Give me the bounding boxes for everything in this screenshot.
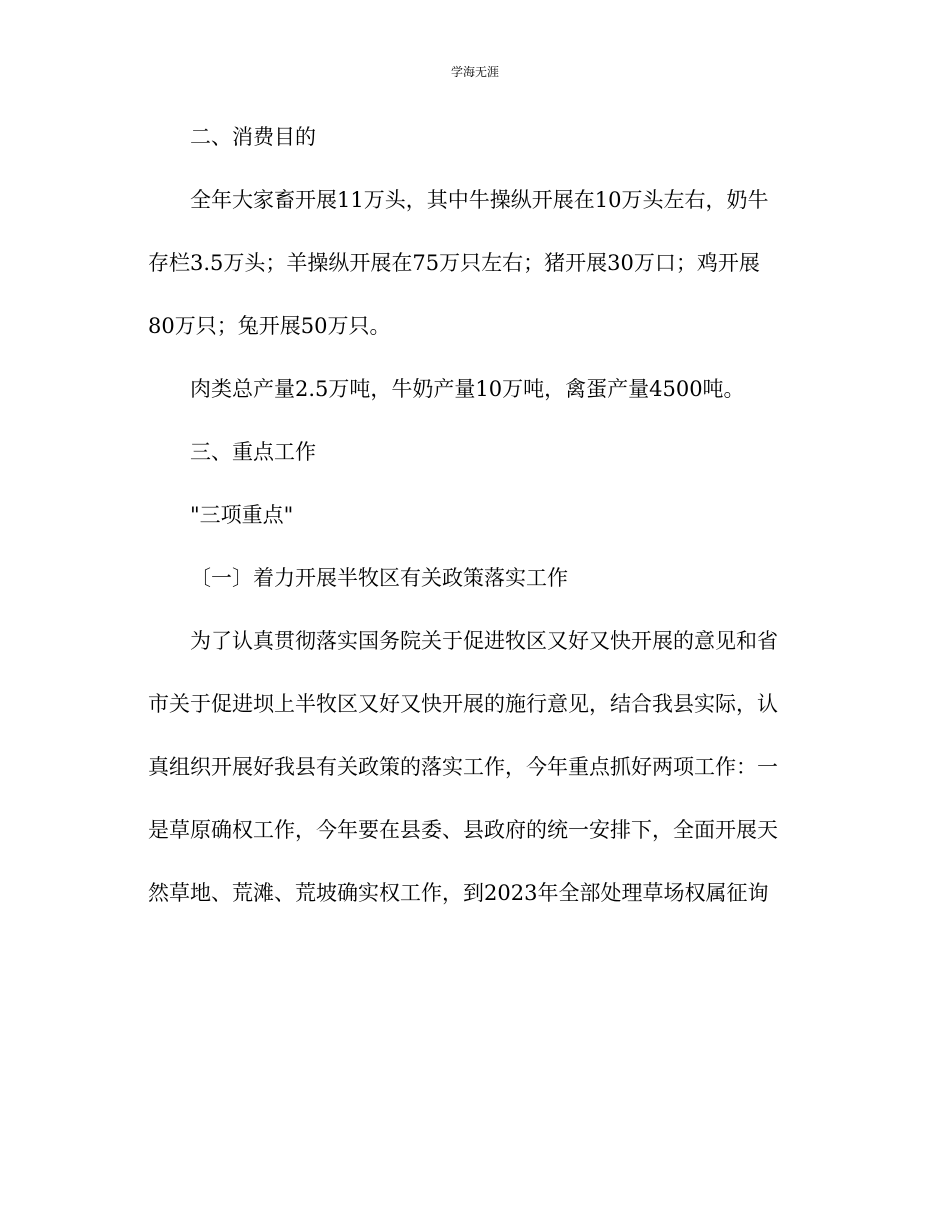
text-line: 三、重点工作 bbox=[190, 440, 316, 464]
text-line: "三项重点" bbox=[190, 503, 294, 527]
paragraph-three-priorities bbox=[148, 500, 808, 530]
paragraph-production-targets bbox=[148, 374, 808, 404]
text-line: 然草地、荒滩、荒坡确实权工作，到2023年全部处理草场权属征询 bbox=[148, 881, 769, 905]
section-heading-key-work bbox=[148, 437, 808, 467]
text-line: 〔一〕着力开展半牧区有关政策落实工作 bbox=[190, 566, 568, 590]
subheading-policy-implementation bbox=[148, 563, 808, 593]
text-line: 80万只；兔开展50万只。 bbox=[148, 314, 391, 338]
text-line: 全年大家畜开展11万头，其中牛操纵开展在10万头左右，奶牛 bbox=[190, 188, 769, 212]
document-body bbox=[148, 122, 808, 941]
text-line: 为了认真贯彻落实国务院关于促进牧区又好又快开展的意见和省 bbox=[190, 629, 778, 653]
text-line: 存栏3.5万头；羊操纵开展在75万只左右；猪开展30万口；鸡开展 bbox=[148, 251, 760, 275]
paragraph-livestock-targets bbox=[148, 185, 808, 341]
text-line: 二、消费目的 bbox=[190, 125, 316, 149]
text-line: 真组织开展好我县有关政策的落实工作，今年重点抓好两项工作：一 bbox=[148, 755, 778, 779]
text-line: 是草原确权工作，今年要在县委、县政府的统一安排下，全面开展天 bbox=[148, 818, 778, 842]
text-line: 肉类总产量2.5万吨，牛奶产量10万吨，禽蛋产量4500吨。 bbox=[190, 377, 745, 401]
text-line: 市关于促进坝上半牧区又好又快开展的施行意见，结合我县实际，认 bbox=[148, 692, 778, 716]
paragraph-policy-body bbox=[148, 626, 808, 908]
page-header: 学海无涯 bbox=[450, 65, 499, 79]
section-heading-consumption-goals bbox=[148, 122, 808, 152]
